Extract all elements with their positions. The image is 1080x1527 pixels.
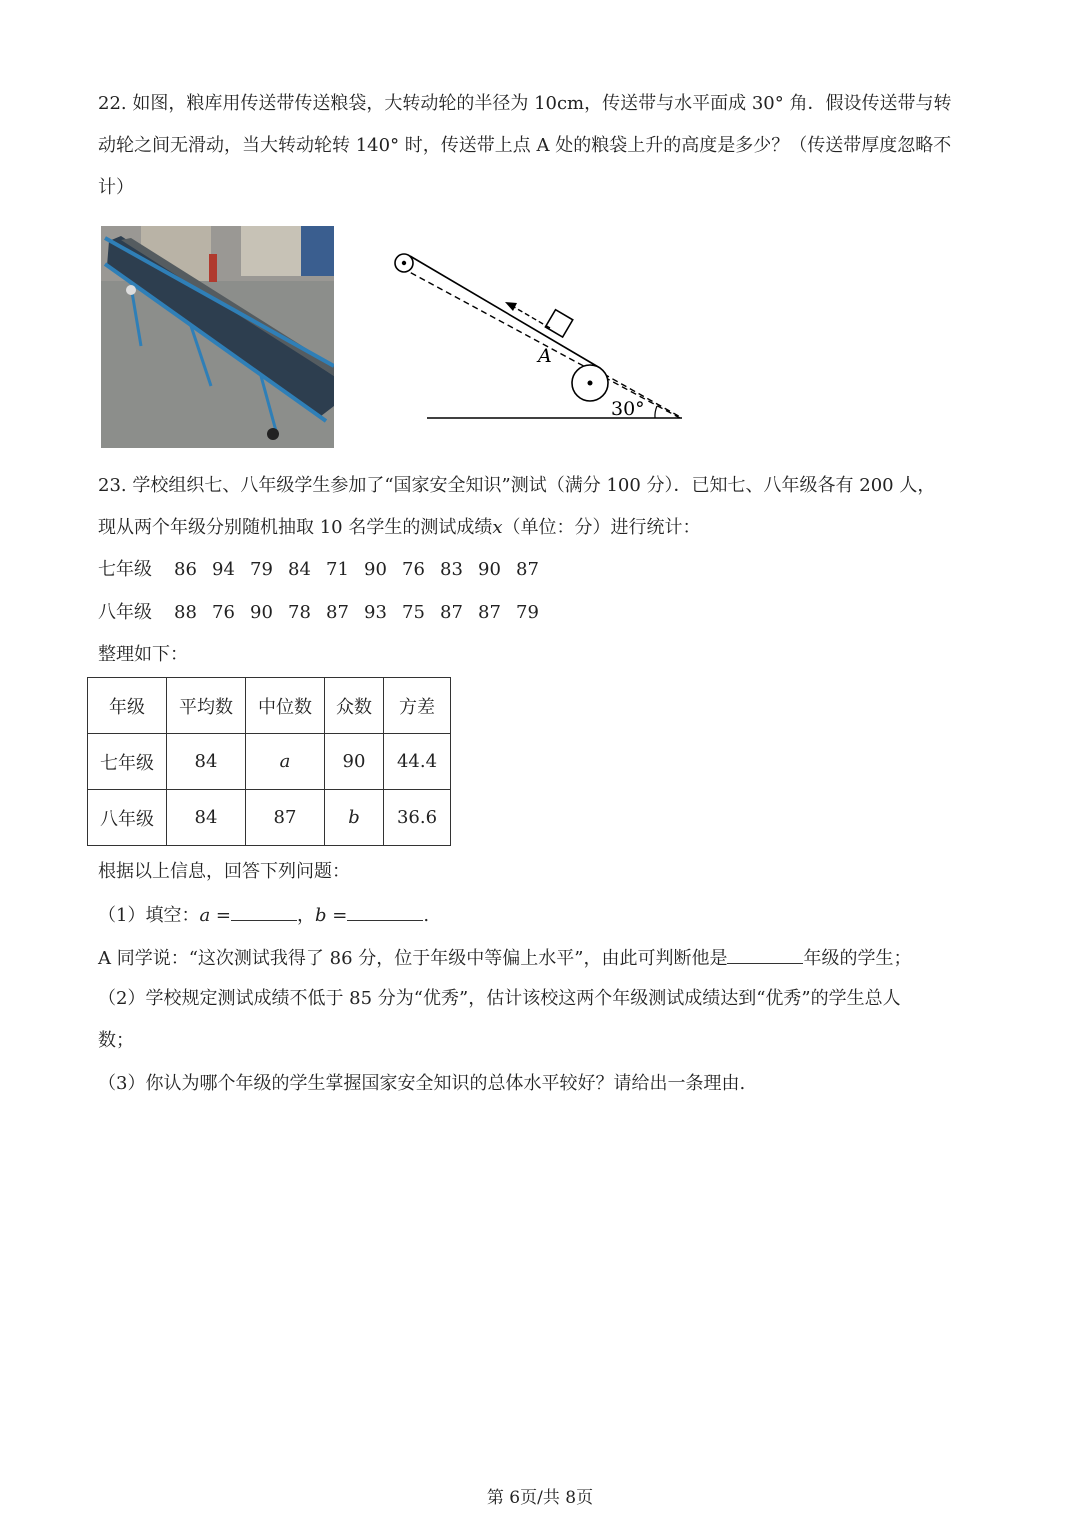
table-cell: 90 bbox=[325, 734, 384, 790]
separator: ， bbox=[297, 905, 315, 926]
score: 94 bbox=[212, 559, 235, 580]
point-a-label: A bbox=[538, 345, 552, 367]
part2-line-1: （2）学校规定测试成绩不低于 85 分为“优秀”，估计该校这两个年级测试成绩达到“优秀”的学生总人 bbox=[98, 988, 901, 1009]
score: 87 bbox=[478, 602, 501, 623]
table-cell: 84 bbox=[167, 734, 246, 790]
answer-blank-grade[interactable] bbox=[727, 945, 803, 964]
q23-line-2-pre: 现从两个年级分别随机抽取 10 名学生的测试成绩 bbox=[98, 517, 493, 538]
score: 90 bbox=[250, 602, 273, 623]
table-cell: a bbox=[246, 734, 325, 790]
q22-line-3: 计） bbox=[98, 177, 134, 198]
angle-label: 30° bbox=[611, 398, 645, 420]
score: 88 bbox=[174, 602, 197, 623]
grade8-label: 八年级 bbox=[98, 602, 152, 623]
answer-blank-b[interactable] bbox=[347, 902, 423, 921]
fill-b-label: b = bbox=[315, 905, 348, 926]
belt-top-line bbox=[410, 256, 600, 368]
score: 76 bbox=[402, 559, 425, 580]
score: 90 bbox=[364, 559, 387, 580]
table-cell: 84 bbox=[167, 790, 246, 846]
part3: （3）你认为哪个年级的学生掌握国家安全知识的总体水平较好？请给出一条理由. bbox=[98, 1073, 746, 1094]
table-header: 中位数 bbox=[246, 678, 325, 734]
table-cell: 七年级 bbox=[88, 734, 167, 790]
q23-line-2-post: （单位：分）进行统计： bbox=[502, 517, 701, 538]
score: 93 bbox=[364, 602, 387, 623]
score: 84 bbox=[288, 559, 311, 580]
table-header: 年级 bbox=[88, 678, 167, 734]
score: 79 bbox=[516, 602, 539, 623]
table-row bbox=[88, 790, 451, 846]
q23-line-1: 23. 学校组织七、八年级学生参加了“国家安全知识”测试（满分 100 分）．已知七、八年级各有 200 人， bbox=[98, 475, 936, 496]
table-cell: b bbox=[325, 790, 384, 846]
belt-bottom-line bbox=[402, 268, 680, 418]
answer-blank-a[interactable] bbox=[231, 902, 297, 921]
score: 83 bbox=[440, 559, 463, 580]
part1-fill bbox=[98, 902, 429, 928]
q23-line-2 bbox=[98, 516, 701, 540]
conveyor-diagram bbox=[380, 240, 700, 440]
stats-table bbox=[87, 677, 451, 846]
grade7-scores bbox=[98, 558, 554, 582]
student-statement-pre: A 同学说：“这次测试我得了 86 分，位于年级中等偏上水平”，由此可判断他是 bbox=[98, 948, 728, 969]
table-cell: 44.4 bbox=[384, 734, 451, 790]
grain-bag bbox=[545, 310, 572, 337]
table-header: 众数 bbox=[325, 678, 384, 734]
score: 79 bbox=[250, 559, 273, 580]
questions-intro: 根据以上信息，回答下列问题： bbox=[98, 861, 350, 882]
organized-label: 整理如下： bbox=[98, 644, 188, 665]
score: 87 bbox=[440, 602, 463, 623]
score: 90 bbox=[478, 559, 501, 580]
variable-x: x bbox=[492, 517, 503, 538]
part1-prefix: （1）填空： bbox=[98, 905, 200, 926]
grade8-scores bbox=[98, 601, 554, 625]
page-footer: 第 6页/共 8页 bbox=[486, 1488, 594, 1508]
table-cell: 87 bbox=[246, 790, 325, 846]
score: 87 bbox=[516, 559, 539, 580]
score: 75 bbox=[402, 602, 425, 623]
score: 86 bbox=[174, 559, 197, 580]
table-header-row bbox=[88, 678, 451, 734]
score: 78 bbox=[288, 602, 311, 623]
grade7-label: 七年级 bbox=[98, 559, 152, 580]
table-cell: 八年级 bbox=[88, 790, 167, 846]
table-header: 方差 bbox=[384, 678, 451, 734]
student-statement bbox=[98, 945, 911, 971]
table-row bbox=[88, 734, 451, 790]
conveyor-photo bbox=[101, 226, 334, 448]
part2-line-2: 数； bbox=[98, 1030, 134, 1051]
score: 87 bbox=[326, 602, 349, 623]
table-cell: 36.6 bbox=[384, 790, 451, 846]
table-header: 平均数 bbox=[167, 678, 246, 734]
motion-arrow bbox=[514, 307, 550, 328]
fill-a-label: a = bbox=[199, 905, 231, 926]
score: 71 bbox=[326, 559, 349, 580]
score: 76 bbox=[212, 602, 235, 623]
student-statement-post: 年级的学生； bbox=[803, 948, 912, 969]
q22-line-2: 动轮之间无滑动，当大转动轮转 140° 时，传送带上点 A 处的粮袋上升的高度是多少？（传送带厚度忽略不 bbox=[98, 135, 952, 156]
end-period: . bbox=[423, 905, 430, 926]
q22-line-1: 22. 如图，粮库用传送带传送粮袋，大转动轮的半径为 10cm，传送带与水平面成 30° 角．假设传送带与转 bbox=[98, 93, 952, 114]
angle-arc bbox=[655, 406, 657, 418]
